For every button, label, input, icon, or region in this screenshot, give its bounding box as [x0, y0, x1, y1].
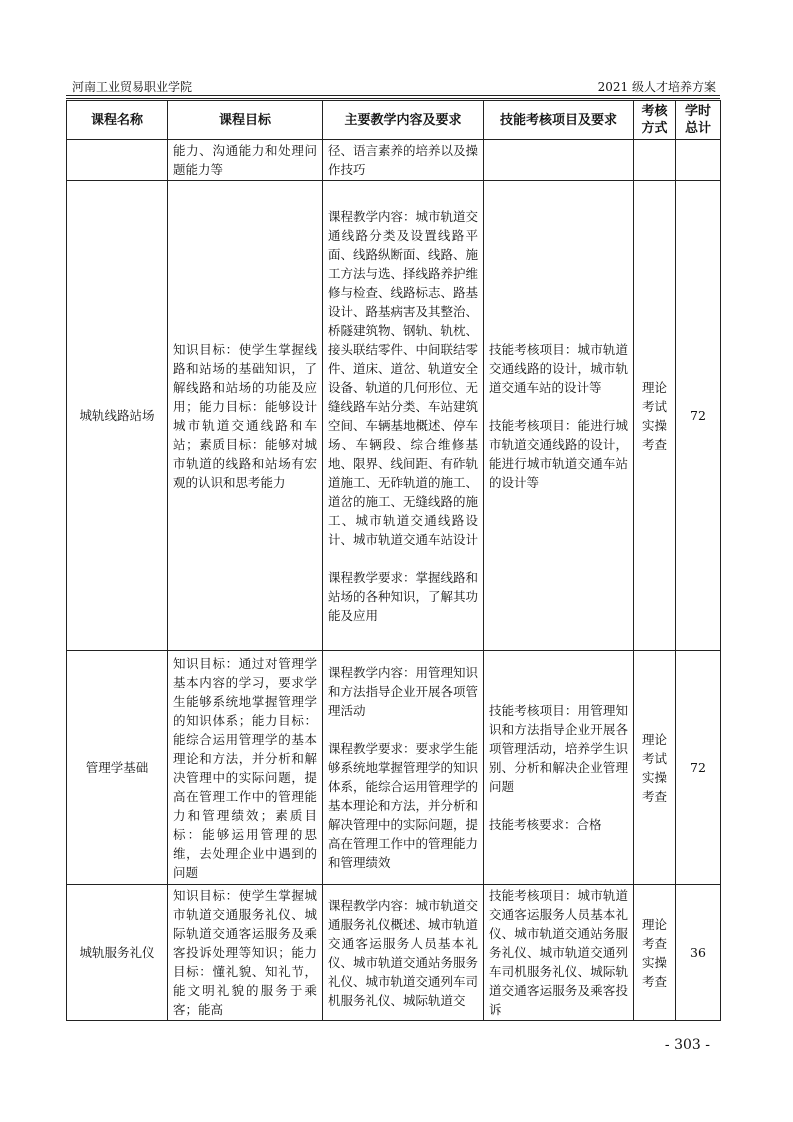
cell-paragraph: 知识目标：使学生掌握线路和站场的基础知识，了解线路和站场的功能及应用；能力目标：能够设计城市轨道交通线路和车站；素质目标：能够对城市轨道的线路和站场有宏观的认识和思考能力 — [173, 341, 317, 490]
table-row — [67, 651, 721, 885]
column-header: 课程目标 — [168, 101, 323, 140]
column-header: 学时总计 — [676, 101, 721, 140]
skill-assessment-cell — [484, 140, 634, 181]
course-name-cell: 管理学基础 — [67, 651, 168, 885]
cell-paragraph: 径、语言素养的培养以及操作技巧 — [328, 143, 479, 177]
table-header-row — [67, 101, 721, 140]
school-name: 河南工业贸易职业学院 — [72, 80, 193, 94]
skill-assessment-cell — [484, 651, 634, 885]
cell-paragraph: 课程教学内容：城市轨道交通线路分类及设置线路平面、线路纵断面、线路、施工方法与选、择线路养护维修与检查、线路标志、路基设计、路基病害及其整治、桥隧建筑物、钢轨、轨枕、接头联结零件、中间联结零件、道床、道岔、轨道安全设备、轨道的几何形位、无缝线路车站分类、车站建筑空间、车辆基地概述、停车场、车辆段、综合维修基地、限界、线间距、有砟轨道施工、无砟轨道的施工、道岔的施工、无缝线路的施工、城市轨道交通线路设计、城市轨道交通车站设计 — [328, 208, 479, 547]
cell-paragraph: 技能考核项目：能进行城市轨道交通线路的设计，能进行城市轨道交通车站的设计等 — [489, 417, 628, 490]
total-hours-cell: 36 — [676, 885, 721, 1021]
total-hours-cell: 72 — [676, 181, 721, 651]
column-header: 课程名称 — [67, 101, 168, 140]
course-goal-cell — [168, 181, 323, 651]
assessment-method-cell: 理论考试实操考查 — [634, 651, 676, 885]
cell-paragraph: 技能考核项目：城市轨道交通客运服务人员基本礼仪、城市轨道交通站务服务礼仪、城市轨道交通列车司机服务礼仪、城际轨道交通客运服务及乘客投诉 — [489, 888, 628, 1017]
course-content-cell — [323, 885, 484, 1021]
total-hours-cell — [676, 140, 721, 181]
cell-paragraph: 知识目标：通过对管理学基本内容的学习，要求学生能够系统地掌握管理学的知识体系；能力目标：能综合运用管理学的基本理论和方法，并分析和解决管理中的实际问题，提高在管理工作中的管理能力和管理绩效；素质目标：能够运用管理的思维，去处理企业中遇到的问题 — [173, 655, 317, 880]
header-rule-thin — [66, 98, 720, 99]
cell-paragraph: 能力、沟通能力和处理问题能力等 — [173, 143, 317, 177]
cell-paragraph: 课程教学要求：掌握线路和站场的各种知识，了解其功能及应用 — [328, 569, 479, 623]
total-hours-cell: 72 — [676, 651, 721, 885]
course-goal-cell — [168, 885, 323, 1021]
course-content-cell — [323, 181, 484, 651]
header-rule — [66, 95, 720, 96]
column-header: 技能考核项目及要求 — [484, 101, 634, 140]
skill-assessment-cell — [484, 181, 634, 651]
course-goal-cell — [168, 140, 323, 181]
page-number: - 303 - — [664, 1037, 710, 1053]
table-row — [67, 140, 721, 181]
assessment-method-cell — [634, 140, 676, 181]
cell-paragraph: 技能考核项目：用管理知识和方法指导企业开展各项管理活动，培养学生识别、分析和解决企业管理问题 — [489, 703, 628, 794]
table-row — [67, 181, 721, 651]
assessment-method-cell: 理论考试实操考查 — [634, 181, 676, 651]
column-header: 考核方式 — [634, 101, 676, 140]
document-title: 2021 级人才培养方案 — [597, 80, 716, 94]
course-content-cell — [323, 140, 484, 181]
cell-paragraph: 课程教学内容：城市轨道交通服务礼仪概述、城市轨道交通客运服务人员基本礼仪、城市轨道交通站务服务礼仪、城市轨道交通列车司机服务礼仪、城际轨道交 — [328, 897, 479, 1008]
cell-paragraph: 技能考核项目：城市轨道交通线路的设计，城市轨道交通车站的设计等 — [489, 341, 628, 395]
course-goal-cell — [168, 651, 323, 885]
course-name-cell: 城轨线路站场 — [67, 181, 168, 651]
assessment-method-cell: 理论考查实操考查 — [634, 885, 676, 1021]
course-name-cell: 城轨服务礼仪 — [67, 885, 168, 1021]
course-content-cell — [323, 651, 484, 885]
column-header: 主要教学内容及要求 — [323, 101, 484, 140]
cell-paragraph: 知识目标：使学生掌握城市轨道交通服务礼仪、城际轨道交通客运服务及乘客投诉处理等知识；能力目标：懂礼貌、知礼节，能文明礼貌的服务于乘客；能高 — [173, 888, 317, 1017]
skill-assessment-cell — [484, 885, 634, 1021]
course-name-cell — [67, 140, 168, 181]
cell-paragraph: 技能考核要求：合格 — [489, 817, 602, 832]
cell-paragraph: 课程教学要求：要求学生能够系统地掌握管理学的知识体系，能综合运用管理学的基本理论和方法，并分析和解决管理中的实际问题，提高在管理工作中的管理能力和管理绩效 — [328, 741, 479, 870]
cell-paragraph: 课程教学内容：用管理知识和方法指导企业开展各项管理活动 — [328, 665, 479, 718]
table-row — [67, 885, 721, 1021]
curriculum-table — [66, 100, 721, 1021]
page-header — [66, 76, 720, 94]
